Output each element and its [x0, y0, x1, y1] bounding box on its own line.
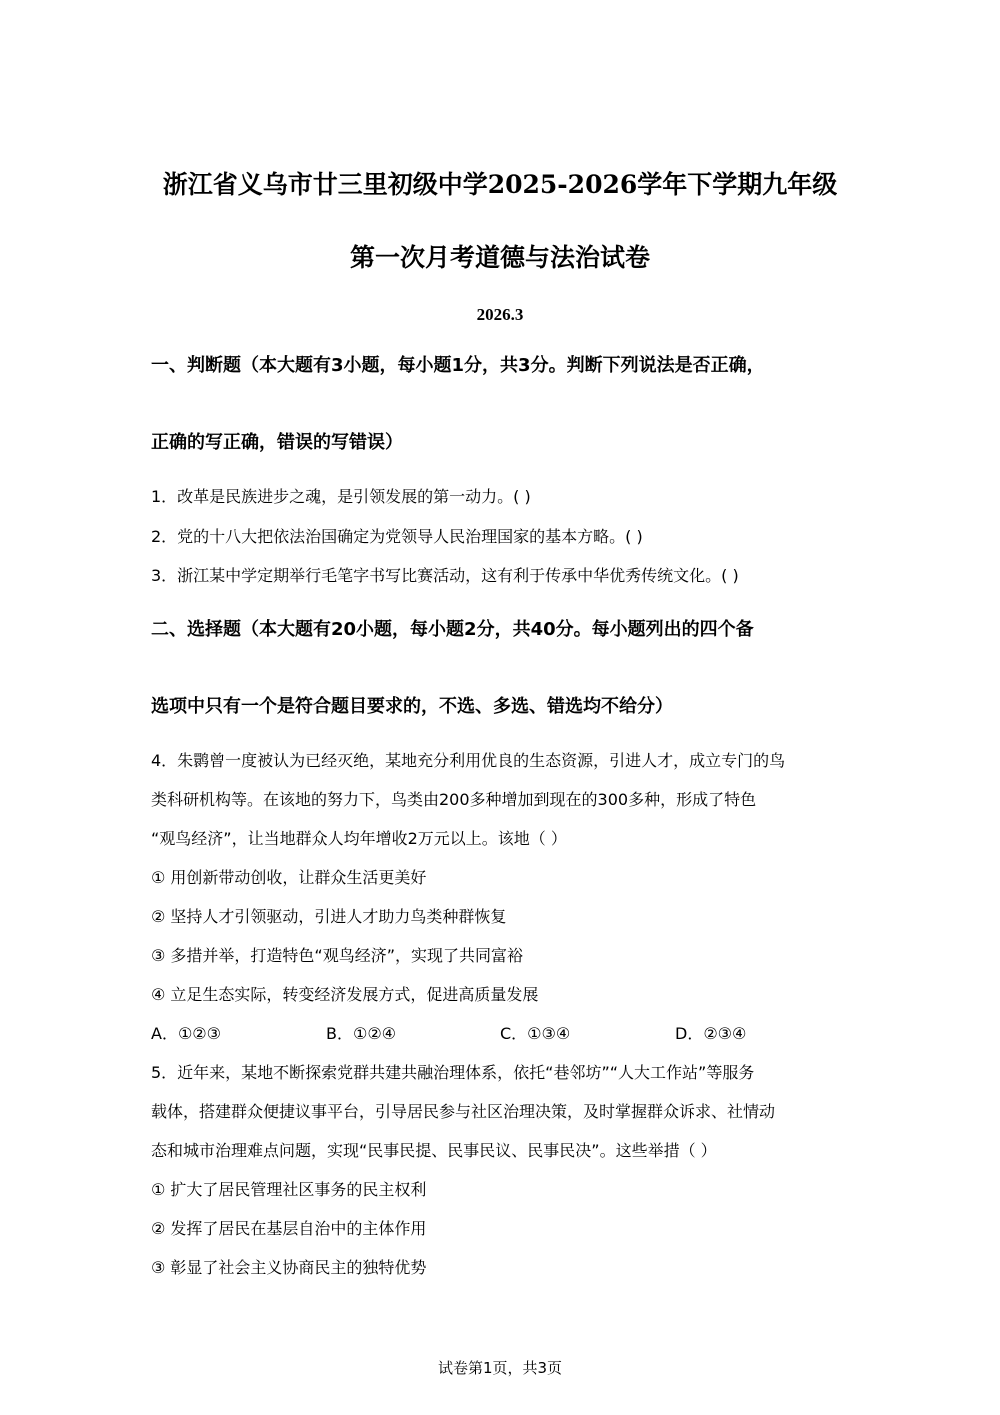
question-5-statement-1: ① 扩大了居民管理社区事务的民主权利 [151, 1180, 427, 1199]
question-4-choice-a: A．①②③ [151, 1024, 221, 1043]
question-4-stem-line1: 4．朱鹮曾一度被认为已经灭绝，某地充分利用优良的生态资源，引进人才，成立专门的鸟 [151, 751, 786, 770]
question-4-statement-1: ① 用创新带动创收，让群众生活更美好 [151, 868, 427, 887]
section1-heading-line2: 正确的写正确，错误的写错误） [151, 432, 403, 453]
exam-title-line1: 浙江省义乌市廿三里初级中学2025-2026学年下学期九年级 [162, 170, 838, 199]
question-4-choice-b: B．①②④ [326, 1024, 397, 1043]
section1-heading-line1: 一、判断题（本大题有3小题，每小题1分，共3分。判断下列说法是否正确， [151, 355, 765, 376]
question-4-statement-4: ④ 立足生态实际，转变经济发展方式，促进高质量发展 [151, 985, 539, 1004]
question-4-stem-line3: “观鸟经济”，让当地群众人均年增收2万元以上。该地（ ） [151, 829, 567, 848]
question-4-statement-3: ③ 多措并举，打造特色“观鸟经济”，实现了共同富裕 [151, 946, 524, 965]
question-4-statement-2: ② 坚持人才引领驱动，引进人才助力鸟类种群恢复 [151, 907, 507, 926]
page-footer: 试卷第1页，共3页 [437, 1359, 563, 1377]
question-5-statement-2: ② 发挥了居民在基层自治中的主体作用 [151, 1219, 427, 1238]
exam-date: 2026.3 [476, 305, 524, 324]
question-4-stem-line2: 类科研机构等。在该地的努力下，鸟类由200多种增加到现在的300多种，形成了特色 [151, 790, 757, 809]
question-1: 1．改革是民族进步之魂，是引领发展的第一动力。( ) [151, 487, 531, 506]
question-5-stem-line1: 5．近年来，某地不断探索党群共建共融治理体系，依托“巷邻坊”“人大工作站”等服务 [151, 1063, 755, 1082]
question-5-stem-line3: 态和城市治理难点问题，实现“民事民提、民事民议、民事民决”。这些举措（ ） [151, 1141, 717, 1160]
question-4-choice-c: C．①③④ [500, 1024, 571, 1043]
question-2: 2．党的十八大把依法治国确定为党领导人民治理国家的基本方略。( ) [151, 527, 643, 546]
section2-heading-line2: 选项中只有一个是符合题目要求的，不选、多选、错选均不给分） [151, 696, 673, 717]
question-5-statement-3: ③ 彰显了社会主义协商民主的独特优势 [151, 1258, 427, 1277]
section2-heading-line1: 二、选择题（本大题有20小题，每小题2分，共40分。每小题列出的四个备 [151, 619, 754, 640]
question-5-stem-line2: 载体，搭建群众便捷议事平台，引导居民参与社区治理决策，及时掌握群众诉求、社情动 [151, 1102, 776, 1121]
exam-title-line2: 第一次月考道德与法治试卷 [349, 243, 650, 272]
question-3: 3．浙江某中学定期举行毛笔字书写比赛活动，这有利于传承中华优秀传统文化。( ) [151, 566, 739, 585]
question-4-choice-d: D．②③④ [675, 1024, 747, 1043]
